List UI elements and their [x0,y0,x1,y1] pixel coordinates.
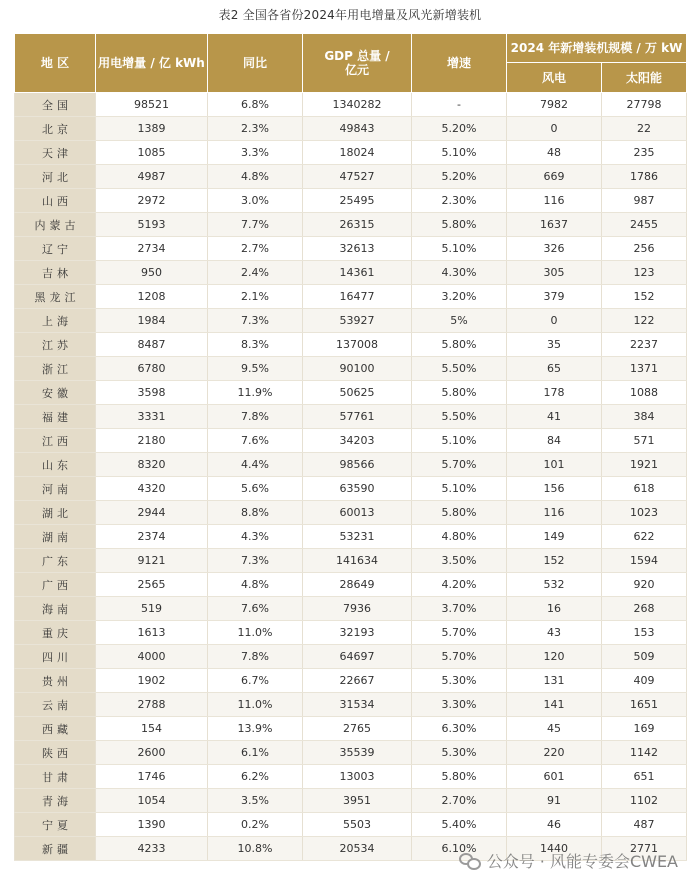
cell-yoy: 11.0% [208,621,303,645]
cell-growth: 5.10% [412,429,507,453]
table-header [15,34,687,93]
cell-gdp: 63590 [303,477,412,501]
cell-solar: 409 [602,669,687,693]
cell-region: 甘肃 [15,765,96,789]
cell-gdp: 31534 [303,693,412,717]
cell-growth: 5.10% [412,237,507,261]
table-row [15,669,687,693]
table-row [15,501,687,525]
cell-growth: 6.30% [412,717,507,741]
header-gdp [303,34,412,93]
cell-wind: 43 [507,621,602,645]
cell-gdp: 32613 [303,237,412,261]
cell-solar: 1088 [602,381,687,405]
cell-wind: 7982 [507,93,602,117]
table-row [15,429,687,453]
cell-gdp: 28649 [303,573,412,597]
cell-solar: 622 [602,525,687,549]
cell-yoy: 7.8% [208,405,303,429]
table-row [15,645,687,669]
cell-growth: 3.30% [412,693,507,717]
header-gdp-line1: GDP 总量 / [324,49,390,63]
cell-gdp: 13003 [303,765,412,789]
table-row [15,405,687,429]
cell-solar: 153 [602,621,687,645]
cell-solar: 1651 [602,693,687,717]
cell-growth: 2.70% [412,789,507,813]
cell-yoy: 8.8% [208,501,303,525]
table-row [15,549,687,573]
cell-wind: 0 [507,117,602,141]
table-row [15,381,687,405]
cell-elec-increase: 1746 [96,765,208,789]
cell-gdp: 53927 [303,309,412,333]
cell-yoy: 6.2% [208,765,303,789]
cell-yoy: 11.0% [208,693,303,717]
cell-region: 吉林 [15,261,96,285]
cell-growth: 5.70% [412,645,507,669]
cell-elec-increase: 3598 [96,381,208,405]
cell-wind: 601 [507,765,602,789]
cell-elec-increase: 1054 [96,789,208,813]
cell-gdp: 26315 [303,213,412,237]
data-table [14,33,687,861]
cell-elec-increase: 2972 [96,189,208,213]
cell-solar: 1594 [602,549,687,573]
cell-region: 河北 [15,165,96,189]
cell-elec-increase: 4320 [96,477,208,501]
cell-gdp: 1340282 [303,93,412,117]
cell-region: 山东 [15,453,96,477]
cell-solar: 509 [602,645,687,669]
cell-yoy: 9.5% [208,357,303,381]
cell-gdp: 141634 [303,549,412,573]
cell-yoy: 7.6% [208,597,303,621]
cell-growth: 5.80% [412,381,507,405]
cell-solar: 1142 [602,741,687,765]
cell-wind: 669 [507,165,602,189]
cell-wind: 116 [507,189,602,213]
cell-wind: 152 [507,549,602,573]
cell-yoy: 6.8% [208,93,303,117]
cell-wind: 1637 [507,213,602,237]
cell-region: 宁夏 [15,813,96,837]
cell-solar: 27798 [602,93,687,117]
cell-gdp: 3951 [303,789,412,813]
table-row [15,765,687,789]
cell-solar: 384 [602,405,687,429]
cell-wind: 101 [507,453,602,477]
cell-solar: 1102 [602,789,687,813]
cell-gdp: 53231 [303,525,412,549]
cell-yoy: 6.7% [208,669,303,693]
cell-growth: 5.20% [412,165,507,189]
cell-yoy: 2.4% [208,261,303,285]
cell-growth: 5% [412,309,507,333]
cell-wind: 141 [507,693,602,717]
cell-region: 湖南 [15,525,96,549]
cell-growth: - [412,93,507,117]
cell-growth: 6.10% [412,837,507,861]
table-row [15,525,687,549]
cell-yoy: 13.9% [208,717,303,741]
cell-growth: 5.70% [412,453,507,477]
cell-elec-increase: 4233 [96,837,208,861]
cell-region: 四川 [15,645,96,669]
cell-region: 安徽 [15,381,96,405]
cell-wind: 0 [507,309,602,333]
cell-elec-increase: 4000 [96,645,208,669]
cell-region: 全国 [15,93,96,117]
cell-solar: 920 [602,573,687,597]
cell-region: 陕西 [15,741,96,765]
cell-gdp: 47527 [303,165,412,189]
cell-elec-increase: 6780 [96,357,208,381]
cell-gdp: 35539 [303,741,412,765]
cell-wind: 16 [507,597,602,621]
cell-region: 黑龙江 [15,285,96,309]
cell-gdp: 60013 [303,501,412,525]
table-row [15,789,687,813]
cell-elec-increase: 2374 [96,525,208,549]
cell-yoy: 3.0% [208,189,303,213]
cell-wind: 131 [507,669,602,693]
table-row [15,477,687,501]
table-title: 表2 全国各省份2024年用电增量及风光新增装机 [218,8,482,22]
cell-gdp: 49843 [303,117,412,141]
cell-elec-increase: 2180 [96,429,208,453]
cell-elec-increase: 2600 [96,741,208,765]
cell-region: 青海 [15,789,96,813]
cell-region: 云南 [15,693,96,717]
header-capacity-group: 2024 年新增装机规模 / 万 kW [507,34,687,63]
cell-growth: 2.30% [412,189,507,213]
cell-yoy: 7.3% [208,549,303,573]
cell-solar: 122 [602,309,687,333]
cell-region: 上海 [15,309,96,333]
cell-solar: 1371 [602,357,687,381]
cell-region: 江苏 [15,333,96,357]
cell-region: 福建 [15,405,96,429]
cell-gdp: 16477 [303,285,412,309]
table-row [15,573,687,597]
cell-solar: 987 [602,189,687,213]
table-row [15,93,687,117]
cell-solar: 268 [602,597,687,621]
table-row [15,309,687,333]
cell-gdp: 5503 [303,813,412,837]
cell-elec-increase: 8320 [96,453,208,477]
cell-solar: 618 [602,477,687,501]
cell-elec-increase: 4987 [96,165,208,189]
cell-region: 湖北 [15,501,96,525]
table-body [15,93,687,861]
cell-yoy: 10.8% [208,837,303,861]
table-row [15,141,687,165]
cell-region: 山西 [15,189,96,213]
cell-elec-increase: 1208 [96,285,208,309]
cell-elec-increase: 1389 [96,117,208,141]
cell-growth: 4.80% [412,525,507,549]
cell-yoy: 5.6% [208,477,303,501]
cell-wind: 149 [507,525,602,549]
header-gdp-line2: 亿元 [344,63,369,77]
cell-growth: 5.80% [412,213,507,237]
cell-elec-increase: 1984 [96,309,208,333]
cell-gdp: 7936 [303,597,412,621]
cell-wind: 45 [507,717,602,741]
cell-growth: 5.80% [412,765,507,789]
cell-elec-increase: 98521 [96,93,208,117]
cell-wind: 65 [507,357,602,381]
cell-solar: 256 [602,237,687,261]
cell-growth: 5.50% [412,357,507,381]
cell-gdp: 137008 [303,333,412,357]
cell-growth: 5.10% [412,141,507,165]
cell-region: 辽宁 [15,237,96,261]
cell-elec-increase: 2565 [96,573,208,597]
cell-yoy: 11.9% [208,381,303,405]
cell-region: 新疆 [15,837,96,861]
cell-region: 重庆 [15,621,96,645]
cell-solar: 487 [602,813,687,837]
cell-wind: 91 [507,789,602,813]
cell-wind: 220 [507,741,602,765]
cell-growth: 4.30% [412,261,507,285]
cell-solar: 123 [602,261,687,285]
table-row [15,237,687,261]
cell-elec-increase: 2944 [96,501,208,525]
cell-solar: 1921 [602,453,687,477]
cell-yoy: 7.3% [208,309,303,333]
header-solar: 太阳能 [602,63,687,93]
table-row [15,333,687,357]
table-row [15,621,687,645]
cell-solar: 1023 [602,501,687,525]
table-row [15,693,687,717]
cell-solar: 2237 [602,333,687,357]
cell-growth: 3.50% [412,549,507,573]
cell-elec-increase: 1902 [96,669,208,693]
table-row [15,213,687,237]
cell-solar: 1786 [602,165,687,189]
cell-gdp: 57761 [303,405,412,429]
table-row [15,189,687,213]
cell-growth: 3.70% [412,597,507,621]
cell-elec-increase: 8487 [96,333,208,357]
cell-elec-increase: 950 [96,261,208,285]
cell-wind: 532 [507,573,602,597]
cell-wind: 46 [507,813,602,837]
header-wind: 风电 [507,63,602,93]
cell-yoy: 4.3% [208,525,303,549]
cell-growth: 5.80% [412,333,507,357]
cell-elec-increase: 2788 [96,693,208,717]
cell-yoy: 3.3% [208,141,303,165]
header-growth: 增速 [412,34,507,93]
header-elec-increase: 用电增量 / 亿 kWh [96,34,208,93]
cell-elec-increase: 519 [96,597,208,621]
table-row [15,117,687,141]
table-row [15,741,687,765]
cell-elec-increase: 1390 [96,813,208,837]
cell-growth: 5.80% [412,501,507,525]
cell-yoy: 4.8% [208,573,303,597]
cell-gdp: 14361 [303,261,412,285]
cell-yoy: 3.5% [208,789,303,813]
cell-growth: 5.20% [412,117,507,141]
table-row [15,453,687,477]
cell-gdp: 90100 [303,357,412,381]
cell-yoy: 2.1% [208,285,303,309]
cell-gdp: 50625 [303,381,412,405]
cell-yoy: 0.2% [208,813,303,837]
cell-growth: 5.30% [412,741,507,765]
cell-growth: 5.70% [412,621,507,645]
cell-solar: 571 [602,429,687,453]
cell-wind: 326 [507,237,602,261]
cell-region: 广东 [15,549,96,573]
cell-wind: 48 [507,141,602,165]
cell-solar: 152 [602,285,687,309]
cell-yoy: 6.1% [208,741,303,765]
cell-solar: 2771 [602,837,687,861]
cell-elec-increase: 3331 [96,405,208,429]
cell-growth: 4.20% [412,573,507,597]
cell-wind: 178 [507,381,602,405]
table-row [15,837,687,861]
cell-wind: 35 [507,333,602,357]
cell-growth: 5.10% [412,477,507,501]
cell-yoy: 8.3% [208,333,303,357]
cell-yoy: 2.3% [208,117,303,141]
cell-elec-increase: 5193 [96,213,208,237]
cell-yoy: 7.8% [208,645,303,669]
cell-region: 内蒙古 [15,213,96,237]
table-row [15,717,687,741]
cell-yoy: 2.7% [208,237,303,261]
cell-elec-increase: 1613 [96,621,208,645]
cell-region: 广西 [15,573,96,597]
cell-solar: 651 [602,765,687,789]
cell-wind: 116 [507,501,602,525]
cell-region: 浙江 [15,357,96,381]
cell-region: 江西 [15,429,96,453]
table-row [15,165,687,189]
cell-region: 海南 [15,597,96,621]
table-row [15,357,687,381]
table-row [15,261,687,285]
cell-gdp: 34203 [303,429,412,453]
table-row [15,813,687,837]
cell-solar: 169 [602,717,687,741]
table-row [15,597,687,621]
cell-elec-increase: 1085 [96,141,208,165]
cell-elec-increase: 9121 [96,549,208,573]
cell-region: 河南 [15,477,96,501]
cell-gdp: 25495 [303,189,412,213]
cell-yoy: 4.4% [208,453,303,477]
cell-elec-increase: 2734 [96,237,208,261]
header-yoy: 同比 [208,34,303,93]
cell-solar: 2455 [602,213,687,237]
cell-yoy: 7.7% [208,213,303,237]
cell-gdp: 32193 [303,621,412,645]
cell-wind: 379 [507,285,602,309]
cell-region: 天津 [15,141,96,165]
cell-solar: 235 [602,141,687,165]
cell-gdp: 20534 [303,837,412,861]
cell-gdp: 98566 [303,453,412,477]
cell-gdp: 18024 [303,141,412,165]
header-region: 地 区 [15,34,96,93]
cell-wind: 1440 [507,837,602,861]
cell-wind: 156 [507,477,602,501]
cell-yoy: 7.6% [208,429,303,453]
cell-growth: 5.50% [412,405,507,429]
cell-yoy: 4.8% [208,165,303,189]
cell-wind: 305 [507,261,602,285]
cell-gdp: 64697 [303,645,412,669]
cell-growth: 5.30% [412,669,507,693]
cell-region: 北京 [15,117,96,141]
cell-region: 贵州 [15,669,96,693]
cell-gdp: 2765 [303,717,412,741]
cell-wind: 84 [507,429,602,453]
cell-growth: 5.40% [412,813,507,837]
watermark-text: 公众号 · 风能专委会CWEA [486,852,678,871]
cell-wind: 120 [507,645,602,669]
cell-region: 西藏 [15,717,96,741]
cell-gdp: 22667 [303,669,412,693]
cell-wind: 41 [507,405,602,429]
cell-solar: 22 [602,117,687,141]
cell-elec-increase: 154 [96,717,208,741]
cell-growth: 3.20% [412,285,507,309]
table-row [15,285,687,309]
